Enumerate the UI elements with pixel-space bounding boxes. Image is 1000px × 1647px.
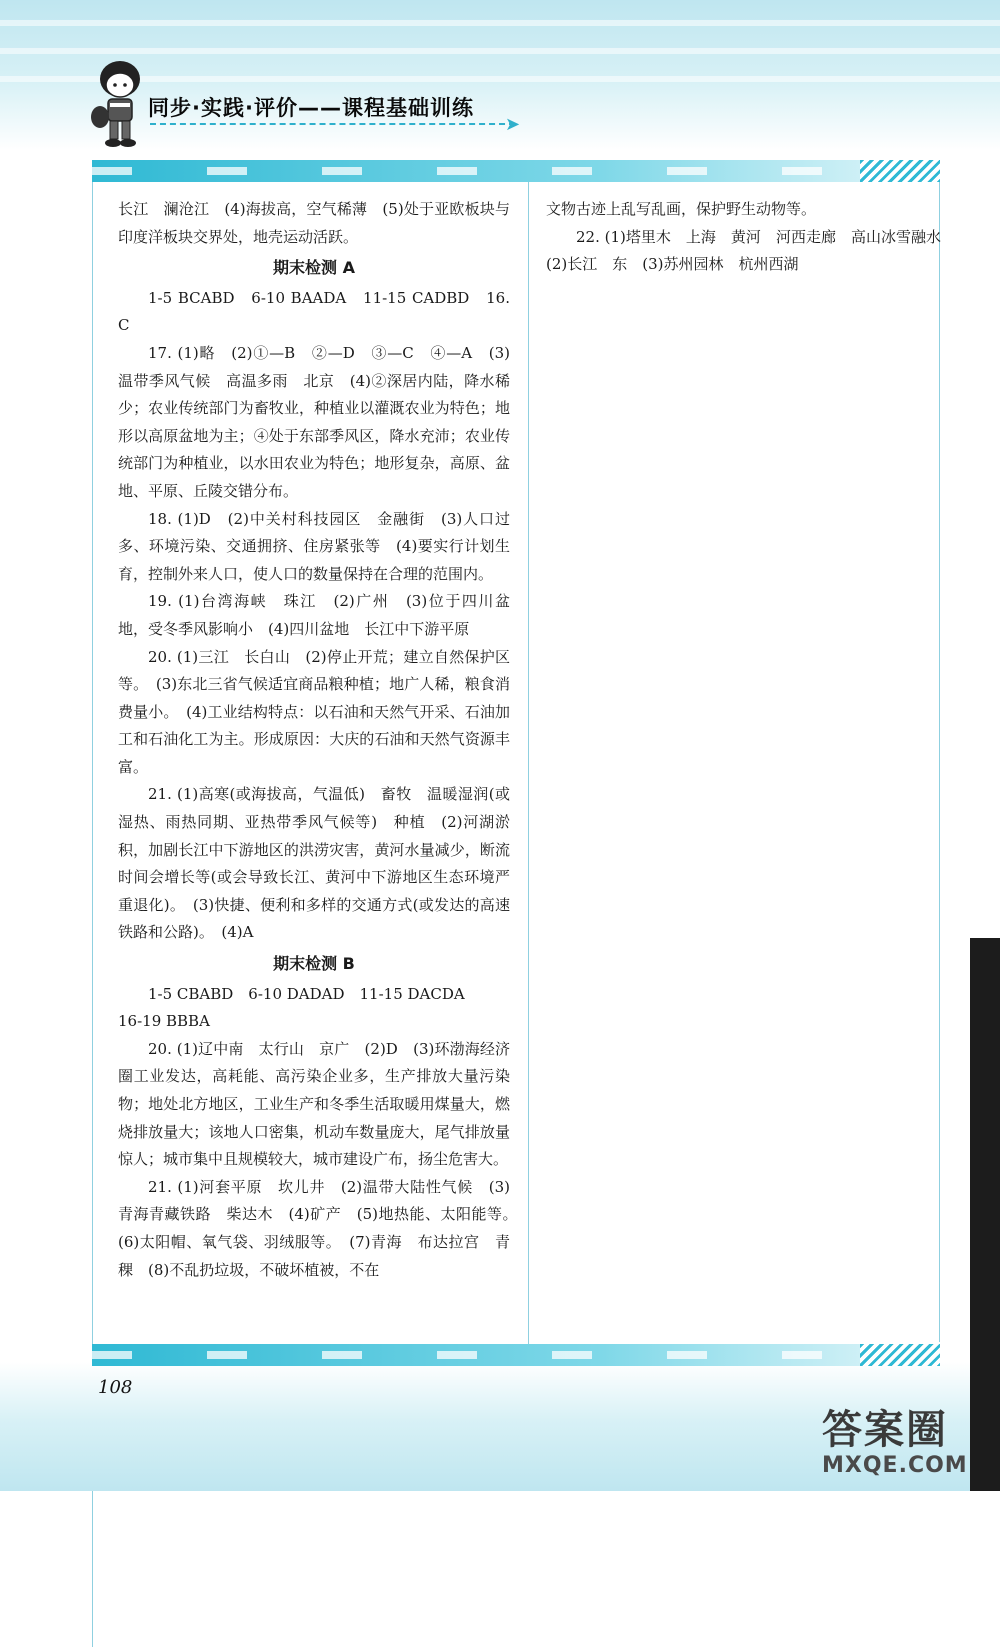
answer-paragraph: 17. (1)略 (2)①—B ②—D ③—C ④—A (3)温带季风气候 高温多雨 北京 (4)②深居内陆，降水稀少；农业传统部门为畜牧业，种植业以灌溉农业为特色；地形以高原盆地为主；④处于东部季风区，降水充沛；农业传统部门为种植业，以水田农业为特色；地形复杂，高原、盆地、平原、丘陵交错分布。 [118,343,510,500]
answer-paragraph: 21. (1)河套平原 坎儿井 (2)温带大陆性气候 (3)青海青藏铁路 柴达木 (4)矿产 (5)地热能、太阳能等。 (6)太阳帽、氧气袋、羽绒服等。 (7)青海 布达拉宫 青稞 (8)不乱扔垃圾，不破坏植被，不在 [118,1177,526,1279]
answer-paragraph: 16-19 BBBA [118,1012,210,1031]
answer-paragraph: 20. (1)三江 长白山 (2)停止开荒；建立自然保护区等。 (3)东北三省气候适宜商品粮种植；地广人稀，粮食消费量小。 (4)工业结构特点：以石油和天然气开采、石油加工和石油化工为主。形成原因：大庆的石油和天然气资源丰富。 [118,647,510,776]
frame-right [939,182,940,1342]
answer-paragraph: 21. (1)高寒(或海拔高，气温低) 畜牧 温暖湿润(或湿热、雨热同期、亚热带季风气候等) 种植 (2)河湖淤积，加剧长江中下游地区的洪涝灾害，黄河水量减少，断流时间会增长等(或会导致长江、黄河中下游地区生态环境严重退化)。 (3)快捷、便利和多样的交通方式(或发达的高速铁路和公路)。 (4)A [118,785,510,942]
answer-paragraph: 20. (1)辽中南 太行山 京广 (2)D (3)环渤海经济圈工业发达，高耗能、高污染企业多，生产排放大量污染物；地处北方地区，工业生产和冬季生活取暖用煤量大，燃烧排放量大；该地人口密集，机动车数量庞大，尾气排放量惊人；城市集中且规模较大，城市建设广布，扬尘危害大。 [118,1039,510,1169]
answer-paragraph: 长江 澜沧江 (4)海拔高，空气稀薄 (5)处于亚欧板块与印度洋板块交界处，地壳运动活跃。 [118,200,510,246]
right-column [546,196,957,279]
top-deco-bar [92,160,940,182]
arrow-icon: ➤ [505,114,521,135]
answer-paragraph: 1-5 CBABD 6-10 DADAD 11-15 DACDA [148,984,465,1003]
answer-paragraph: 22. (1)塔里木 上海 黄河 河西走廊 高山冰雪融水 (2)长江 东 (3)苏州园林 杭州西湖 [546,227,957,274]
section-heading-a: 期末检测 A [273,258,355,278]
column-divider [528,182,529,1344]
section-heading-b: 期末检测 B [273,954,355,974]
answer-paragraph: 文物古迹上乱写乱画，保护野生动物等。 [546,200,817,218]
answer-paragraph: 1-5 BCABD 6-10 BAADA 11-15 CADBD 16. C [118,288,510,335]
header-title: 同步·实践·评价——课程基础训练 [148,96,474,120]
answer-paragraph: 18. (1)D (2)中关村科技园区 金融街 (3)人口过多、环境污染、交通拥挤、住房紧张等 (4)要实行计划生育，控制外来人口，使人口的数量保持在合理的范围内。 [118,509,510,583]
watermark-cn: 答案圈 [822,1407,948,1453]
watermark-en: MXQE.COM [822,1453,968,1478]
header-underline [150,123,515,125]
page-number: 108 [98,1377,133,1398]
answer-paragraph: 19. (1)台湾海峡 珠江 (2)广州 (3)位于四川盆地，受冬季风影响小 (4)四川盆地 长江中下游平原 [118,592,510,638]
bottom-deco-bar [92,1344,940,1366]
watermark-logo [822,1398,997,1488]
left-column [118,196,526,1284]
